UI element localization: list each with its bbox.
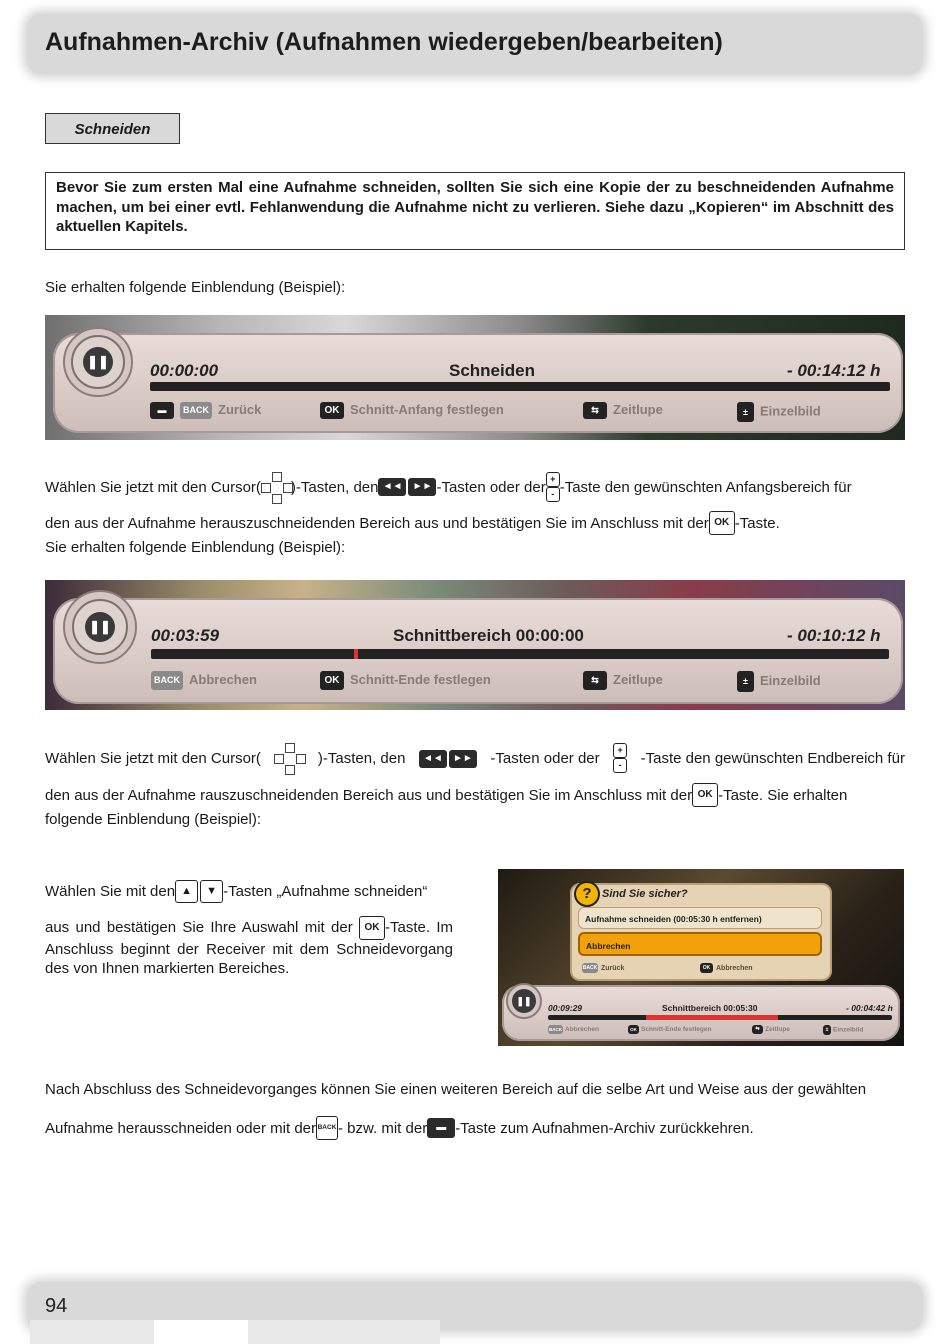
ok-label: Schnitt-Ende festlegen xyxy=(350,671,491,687)
p2-text-d: -Taste den gewünschten Endbereich für xyxy=(640,749,905,767)
p1-line2: den aus der Aufnahme herauszuschneidenden Bereich aus und bestätigen Sie im Anschluss mit der xyxy=(45,514,709,532)
back-hint xyxy=(151,671,257,690)
back-hint xyxy=(548,1025,599,1034)
back-key-icon: BACK xyxy=(151,671,183,690)
slow-label: Zeitlupe xyxy=(613,402,663,417)
p2-line2: den aus der Aufnahme rauszuschneidenden Bereich aus und bestätigen Sie im Anschluss mit der xyxy=(45,786,693,804)
frame-label: Einzelbild xyxy=(760,403,821,419)
osd-title: Schneiden xyxy=(449,361,535,380)
osd-screenshot-cut-end xyxy=(45,580,905,710)
ok-key-icon: OK xyxy=(359,916,385,940)
dialog-back-hint xyxy=(582,963,624,973)
pause-icon: ❚❚ xyxy=(85,612,115,642)
osd-title: Schnittbereich 00:05:30 xyxy=(662,1003,758,1013)
plus-minus-key-icon: + - xyxy=(546,472,560,502)
slow-motion-icon: ⇆ xyxy=(583,402,607,419)
back-key-icon: BACK xyxy=(549,1027,562,1032)
back-key-icon: BACK xyxy=(582,965,598,971)
stop-icon: ▬ xyxy=(150,402,174,419)
p3-text-b: -Tasten „Aufnahme schneiden“ xyxy=(223,882,428,900)
paragraph-2 xyxy=(45,740,905,829)
slow-hint xyxy=(752,1025,790,1034)
slow-label: Zeitlupe xyxy=(613,671,663,687)
progress-track xyxy=(150,382,890,391)
plus-minus-key-icon: + - xyxy=(613,743,627,773)
intro-text: Sie erhalten folgende Einblendung (Beispiel): xyxy=(45,279,346,296)
page-title: Aufnahmen-Archiv (Aufnahmen wiedergeben/bearbeiten) xyxy=(45,28,723,56)
paragraph-4 xyxy=(45,1080,905,1143)
option-cut-recording[interactable]: Aufnahme schneiden (00:05:30 h entfernen) xyxy=(578,907,822,929)
frame-hint xyxy=(737,671,821,692)
time-remaining: - 00:14:12 h xyxy=(787,361,881,380)
p1-line2-end: -Taste. xyxy=(734,514,780,532)
ok-hint xyxy=(320,402,504,419)
progress-track xyxy=(151,649,889,659)
fast-forward-key-icon: ►► xyxy=(449,750,477,768)
p2-text-b: )-Tasten, den xyxy=(317,749,406,767)
frame-label: Einzelbild xyxy=(760,672,821,688)
section-label: Schneiden xyxy=(45,113,180,144)
p3-text-c: aus und bestätigen Sie Ihre Auswahl mit der xyxy=(45,918,359,936)
cut-range xyxy=(646,1015,778,1020)
ok-key-icon: OK xyxy=(628,1025,639,1034)
cut-marker xyxy=(354,649,358,659)
ok-key-icon: OK xyxy=(320,402,344,419)
back-hint xyxy=(150,402,261,419)
frame-step-icon: ± xyxy=(737,671,754,692)
dialog-ok-hint xyxy=(700,963,753,973)
stop-key-icon: ▬ xyxy=(427,1118,455,1138)
p1-line3: Sie erhalten folgende Einblendung (Beispiel): xyxy=(45,539,346,556)
ok-key-icon: OK xyxy=(709,511,735,535)
frame-hint xyxy=(737,402,821,422)
osd-title: Schnittbereich 00:00:00 xyxy=(393,626,584,645)
ok-key-icon: OK xyxy=(700,963,713,973)
notice-box: Bevor Sie zum ersten Mal eine Aufnahme schneiden, sollten Sie sich eine Kopie der zu beschneidenden Aufnahme machen, um bei einer evtl. Fehlanwendung die Aufnahme nicht zu verlieren. Siehe dazu „Kopieren“ im Abschnitt des aktuellen Kapitels. xyxy=(45,172,905,250)
ok-hint xyxy=(320,671,491,690)
down-key-icon: ▼ xyxy=(200,880,223,903)
pause-icon: ❚❚ xyxy=(512,989,536,1013)
page-number: 94 xyxy=(45,1295,68,1317)
frame-label: Einzelbild xyxy=(833,1026,864,1034)
rewind-key-icon: ◄◄ xyxy=(419,750,447,768)
slow-motion-icon: ⇆ xyxy=(752,1025,763,1034)
frame-step-icon: ± xyxy=(823,1025,831,1035)
back-label: Zurück xyxy=(218,402,262,417)
p1-text-c: -Tasten oder der xyxy=(436,478,546,496)
cursor-keys-icon xyxy=(274,743,304,773)
slow-label: Zeitlupe xyxy=(765,1026,790,1034)
paragraph-3 xyxy=(45,876,453,978)
p4-text-c: -Taste zum Aufnahmen-Archiv zurückkehren. xyxy=(455,1119,754,1137)
p3-text-d: -Taste. Im Anschluss beginnt der Receiver mit dem Schneidevorgang des von Ihnen markierten Bereiches. xyxy=(45,918,453,977)
back-label: Abbrechen xyxy=(565,1026,599,1034)
back-label: Abbrechen xyxy=(189,671,257,687)
p2-line3: folgende Einblendung (Beispiel): xyxy=(45,811,261,828)
time-remaining: - 00:10:12 h xyxy=(787,626,881,645)
dialog-ok-label: Abbrechen xyxy=(716,964,753,972)
ok-hint xyxy=(628,1025,711,1034)
paragraph-1 xyxy=(45,470,905,557)
footer-strip-gap xyxy=(154,1320,248,1344)
p1-text-b: )-Tasten, den xyxy=(290,478,379,496)
ok-label: Schnitt-Anfang festlegen xyxy=(350,402,504,417)
ok-label: Schnitt-Ende festlegen xyxy=(641,1026,712,1034)
slow-hint xyxy=(583,402,663,419)
p1-text-d: -Taste den gewünschten Anfangsbereich für xyxy=(559,478,852,496)
option-cancel[interactable]: Abbrechen xyxy=(578,932,822,956)
p4-text-b: - bzw. mit der xyxy=(338,1119,428,1137)
p4-text-a: Aufnahme herausschneiden oder mit der xyxy=(45,1119,316,1137)
time-elapsed: 00:03:59 xyxy=(151,626,220,645)
back-key-icon: BACK xyxy=(316,1116,338,1140)
rewind-key-icon: ◄◄ xyxy=(378,478,406,496)
frame-step-icon: ± xyxy=(737,402,754,422)
cursor-keys-icon xyxy=(261,472,291,502)
ok-key-icon: OK xyxy=(692,783,718,807)
ok-key-icon: OK xyxy=(320,671,344,690)
back-key-icon: BACK xyxy=(180,402,212,419)
dialog-back-label: Zurück xyxy=(601,964,625,972)
osd-screenshot-cut-start xyxy=(45,315,905,440)
slow-motion-icon: ⇆ xyxy=(583,671,607,690)
time-elapsed: 00:09:29 xyxy=(548,1003,583,1013)
p2-text-c: -Tasten oder der xyxy=(490,749,600,767)
p3-text-a: Wählen Sie mit den xyxy=(45,882,176,900)
p2-text-a: Wählen Sie jetzt mit den Cursor( xyxy=(45,749,261,767)
p4-line1: Nach Abschluss des Schneidevorganges können Sie einen weiteren Bereich auf die selbe Art und Weise aus der gewählten xyxy=(45,1081,867,1098)
p2-line2-end: -Taste. Sie erhalten xyxy=(718,786,848,804)
slow-hint xyxy=(583,671,663,690)
dialog-title: Sind Sie sicher? xyxy=(602,888,688,900)
up-key-icon: ▲ xyxy=(175,880,198,903)
osd-screenshot-confirm xyxy=(498,869,904,1046)
p1-text-a: Wählen Sie jetzt mit den Cursor( xyxy=(45,478,261,496)
frame-hint xyxy=(823,1025,863,1035)
time-elapsed: 00:00:00 xyxy=(150,361,219,380)
time-remaining: - 00:04:42 h xyxy=(846,1003,893,1013)
pause-icon: ❚❚ xyxy=(83,347,113,377)
fast-forward-key-icon: ►► xyxy=(408,478,436,496)
question-icon: ? xyxy=(574,881,600,907)
